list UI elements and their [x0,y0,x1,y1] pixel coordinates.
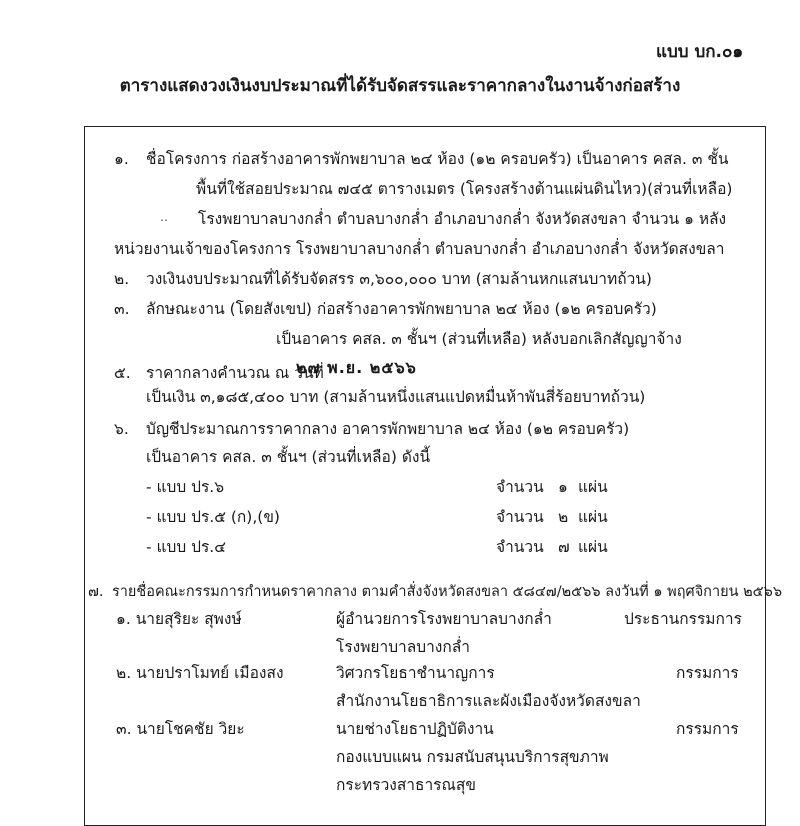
form-row-qty: ๗ [558,538,570,556]
item-3-number: ๓. [114,300,130,318]
committee-member-name: ๑. นายสุริยะ สุพงษ์ [116,610,242,628]
item-1-line-4: หน่วยงานเจ้าของโครงการ โรงพยาบาลบางกล่ำ ตำบลบางกล่ำ อำเภอบางกล่ำ จังหวัดสงขลา [114,240,725,258]
item-5-line-2: เป็นเงิน ๓,๑๘๕,๔๐๐ บาท (สามล้านหนึ่งแสนแปดหมื่นห้าพันสี่ร้อยบาทถ้วน) [146,388,646,406]
page-title: ตารางแสดงวงเงินงบประมาณที่ได้รับจัดสรรและราคากลางในงานจ้างก่อสร้าง [119,76,681,96]
committee-member-name: ๒. นายปราโมทย์ เมืองสง [116,664,284,682]
item-6-line-1: บัญชีประมาณการราคากลาง อาคารพักพยาบาล ๒๔ ห้อง (๑๒ ครอบครัว) [146,420,630,438]
committee-member-name: ๓. นายโชคชัย วิยะ [116,720,245,738]
item-1-number: ๑. [114,150,129,168]
item-7-text: รายชื่อคณะกรรมการกำหนดราคากลาง ตามคำสั่งจังหวัดสงขลา ๕๘๔๗/๒๕๖๖ ลงวันที่ ๑ พฤศจิกายน ๒๕๖๖ [112,584,783,600]
item-2-number: ๒. [114,270,130,288]
item-1-line-1: ชื่อโครงการ ก่อสร้างอาคารพักพยาบาล ๒๔ ห้อง (๑๒ ครอบครัว) เป็นอาคาร คสล. ๓ ชั้น [146,150,729,168]
item-3-line-2: เป็นอาคาร คสล. ๓ ชั้นฯ (ส่วนที่เหลือ) หลังบอกเลิกสัญญาจ้าง [276,330,682,348]
committee-member-role: กรรมการ [676,664,739,682]
committee-member-position: สำนักงานโยธาธิการและผังเมืองจังหวัดสงขลา [336,692,641,710]
committee-member-position: วิศวกรโยธาชำนาญการ [336,664,495,682]
item-3-line-1: ลักษณะงาน (โดยสังเขป) ก่อสร้างอาคารพักพยาบาล ๒๔ ห้อง (๑๒ ครอบครัว) [146,300,657,318]
item-5-number: ๕. [114,364,131,382]
committee-member-position: กองแบบแผน กรมสนับสนุนบริการสุขภาพ [336,748,609,766]
committee-member-role: กรรมการ [676,720,739,738]
committee-member-position: กระทรวงสาธารณสุข [336,776,476,794]
item-7-number: ๗. [88,584,104,600]
form-row-name: - แบบ ปร.๕ (ก),(ข) [146,508,280,526]
item-6-line-2: เป็นอาคาร คสล. ๓ ชั้นฯ (ส่วนที่เหลือ) ดังนี้ [146,448,431,466]
form-row-qty-label: จำนวน [496,478,544,496]
committee-member-position: ผู้อำนวยการโรงพยาบาลบางกล่ำ [336,610,552,628]
item-2-text: วงเงินงบประมาณที่ได้รับจัดสรร ๓,๖๐๐,๐๐๐ บาท (สามล้านหกแสนบาทถ้วน) [146,270,652,288]
item-1-line-2: พื้นที่ใช้สอยประมาณ ๗๔๕ ตารางเมตร (โครงสร้างต้านแผ่นดินไหว)(ส่วนที่เหลือ) [196,180,733,198]
committee-member-role: ประธานกรรมการ [624,610,742,628]
form-row-qty-label: จำนวน [496,538,544,556]
form-row-name: - แบบ ปร.๔ [146,538,226,556]
committee-member-position: นายช่างโยธาปฏิบัติงาน [336,720,494,738]
form-row-name: - แบบ ปร.๖ [146,478,225,496]
item-6-number: ๖. [114,420,129,438]
scan-marks: ‥ [160,210,169,224]
item-5-label: ราคากลางคำนวณ ณ วันที่ [146,364,324,382]
form-row-unit: แผ่น [578,538,608,556]
committee-member-position: โรงพยาบาลบางกล่ำ [336,638,470,656]
form-row-qty: ๑ [558,478,568,496]
date-stamp: ๒๗ พ.ย. ๒๕๖๖ [296,358,417,377]
form-row-unit: แผ่น [578,478,608,496]
item-1-line-3: โรงพยาบาลบางกล่ำ ตำบลบางกล่ำ อำเภอบางกล่ำ จังหวัดสงขลา จำนวน ๑ หลัง [198,210,727,228]
form-row-qty-label: จำนวน [496,508,544,526]
form-row-unit: แผ่น [578,508,608,526]
form-code: แบบ บก.๐๑ [656,42,744,62]
form-row-qty: ๒ [558,508,569,526]
